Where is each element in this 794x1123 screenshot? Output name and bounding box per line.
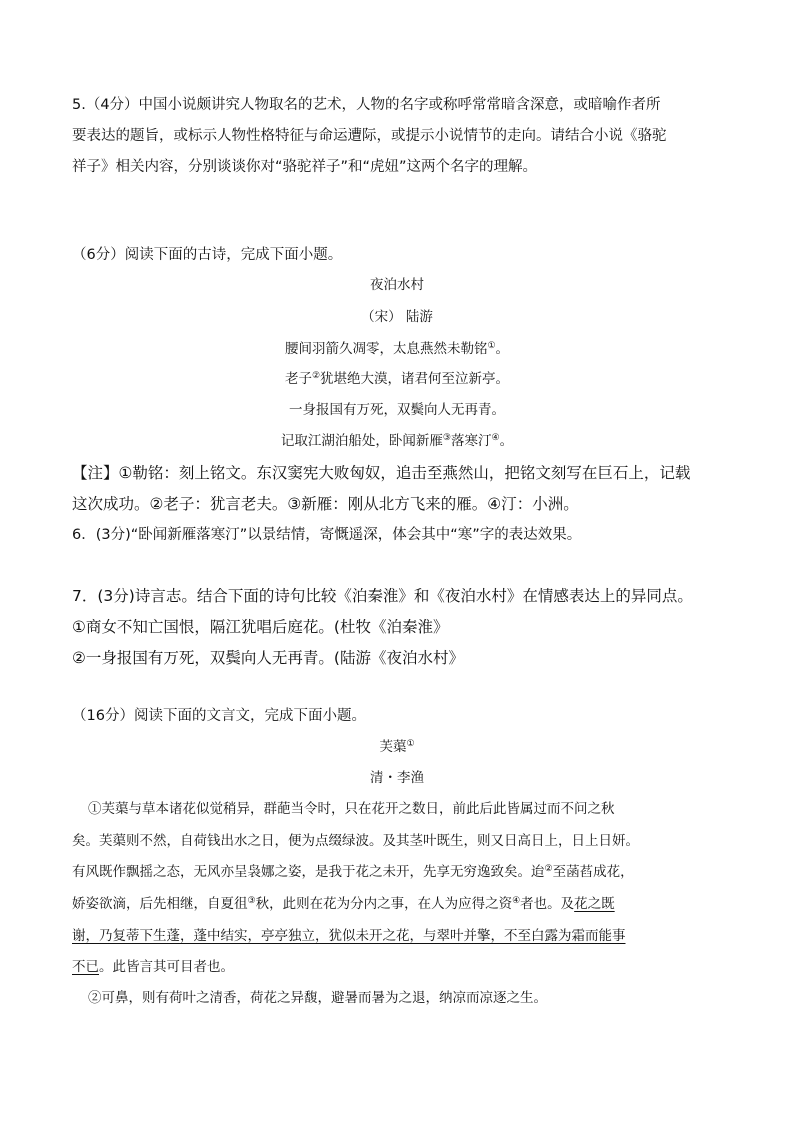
poem-line-4-text: 记取江湖泊船处，卧闻新雁 bbox=[280, 433, 443, 449]
footnote-marker: ② bbox=[544, 864, 553, 874]
poem-note-line-2: 这次成功。②老子：犹言老夫。③新雁：刚从北方飞来的雁。④汀：小洲。 bbox=[72, 495, 579, 513]
poem-section-intro: （6分）阅读下面的古诗，完成下面小题。 bbox=[72, 247, 343, 263]
underlined-text: 花之既 bbox=[574, 896, 615, 912]
footnote-marker: ③ bbox=[247, 896, 256, 906]
question-5-line-2: 要表达的题旨，或标示人物性格特征与命运遭际，或提示小说情节的走向。请结合小说《骆驼 bbox=[72, 128, 667, 144]
poem-line-3: 一身报国有万死，双鬓向人无再青。 bbox=[289, 402, 505, 418]
prose-p1-line-6-text: 。此皆言其可目者也。 bbox=[99, 959, 234, 975]
poem-line-4-end: 。 bbox=[499, 433, 514, 449]
poem-author: （宋） 陆游 bbox=[361, 309, 433, 325]
poem-note-line-1: 【注】①勒铭：刻上铭文。东汉窦宪大败匈奴，追击至燕然山，把铭文刻写在巨石上，记载 bbox=[72, 464, 691, 482]
footnote-marker: ① bbox=[406, 739, 415, 749]
poem-line-1 bbox=[0, 338, 794, 360]
prose-p2: ②可鼻，则有荷叶之清香，荷花之异馥，避暑而暑为之退，纳凉而凉逐之生。 bbox=[88, 990, 547, 1006]
poem-line-4-mid: 落寒汀 bbox=[451, 433, 492, 449]
question-5-line-3: 祥子》相关内容，分别谈谈你对“骆驼祥子”和“虎妞”这两个名字的理解。 bbox=[72, 159, 538, 175]
prose-p1-line-2: 矣。芙蕖则不然，自荷钱出水之日，便为点缀绿波。及其茎叶既生，则又日高日上，日上日妍。 bbox=[72, 833, 639, 849]
prose-p1-line-5-underlined: 谢，乃复蒂下生蓬，蓬中结实，亭亭独立，犹似未开之花，与翠叶并擎，不至白露为霜而能事 bbox=[72, 928, 626, 944]
prose-title-text: 芙蕖 bbox=[379, 739, 407, 755]
prose-p1-line-4-text: 娇姿欲滴，后先相继，自夏徂 bbox=[72, 896, 248, 912]
prose-section-intro: （16分）阅读下面的文言文，完成下面小题。 bbox=[72, 708, 366, 724]
poem-line-2 bbox=[0, 368, 794, 390]
poem-line-1-text: 腰间羽箭久凋零，太息燕然未勒铭 bbox=[284, 341, 488, 357]
prose-p1-line-3 bbox=[72, 861, 732, 883]
prose-p1-line-1: ①芙蕖与草本诸花似觉稍异，群葩当令时，只在花开之数日，前此后此皆属过而不问之秋 bbox=[88, 801, 615, 817]
prose-p1-line-4-mid: 秋，此则在花为分内之事，在人为应得之资 bbox=[255, 896, 513, 912]
footnote-marker: ③ bbox=[442, 433, 451, 443]
underlined-text: 不已 bbox=[72, 959, 99, 975]
prose-author: 清・李渔 bbox=[370, 770, 424, 786]
poem-title: 夜泊水村 bbox=[370, 277, 424, 293]
footnote-marker: ④ bbox=[512, 896, 521, 906]
prose-p1-line-6 bbox=[72, 956, 732, 978]
prose-p1-line-4 bbox=[72, 893, 732, 915]
poem-line-4 bbox=[0, 430, 794, 452]
footnote-marker: ② bbox=[311, 371, 321, 381]
poem-line-1-end: 。 bbox=[495, 341, 510, 357]
prose-title bbox=[0, 736, 794, 758]
poem-line-2-text: 犹堪绝大漠，诸君何至泣新亭。 bbox=[320, 371, 510, 387]
prose-p1-line-4-end: 者也。及 bbox=[520, 896, 575, 912]
question-7-option-1: ①商女不知亡国恨，隔江犹唱后庭花。(杜牧《泊秦淮》 bbox=[72, 618, 449, 636]
question-5-line-1: 5.（4分）中国小说颇讲究人物取名的艺术，人物的名字或称呼常常暗含深意，或暗喻作者所 bbox=[72, 97, 661, 113]
prose-p1-line-3-text: 有风既作飘摇之态，无风亦呈袅娜之姿，是我于花之未开，先享无穷逸致矣。迨 bbox=[72, 864, 545, 880]
prose-p1-line-3-end: 至菡萏成花， bbox=[552, 864, 634, 880]
poem-line-2-start: 老子 bbox=[284, 371, 312, 387]
footnote-marker: ① bbox=[487, 341, 496, 351]
question-6: 6．(3分)“卧闻新雁落寒汀”以景结情，寄慨遥深，体会其中“寒”字的表达效果。 bbox=[72, 527, 582, 543]
question-7-option-2: ②一身报国有万死，双鬓向人无再青。(陆游《夜泊水村》 bbox=[72, 649, 464, 667]
footnote-marker: ④ bbox=[491, 433, 500, 443]
question-7: 7．(3分)诗言志。结合下面的诗句比较《泊秦淮》和《夜泊水村》在情感表达上的异同点。 bbox=[72, 587, 693, 605]
